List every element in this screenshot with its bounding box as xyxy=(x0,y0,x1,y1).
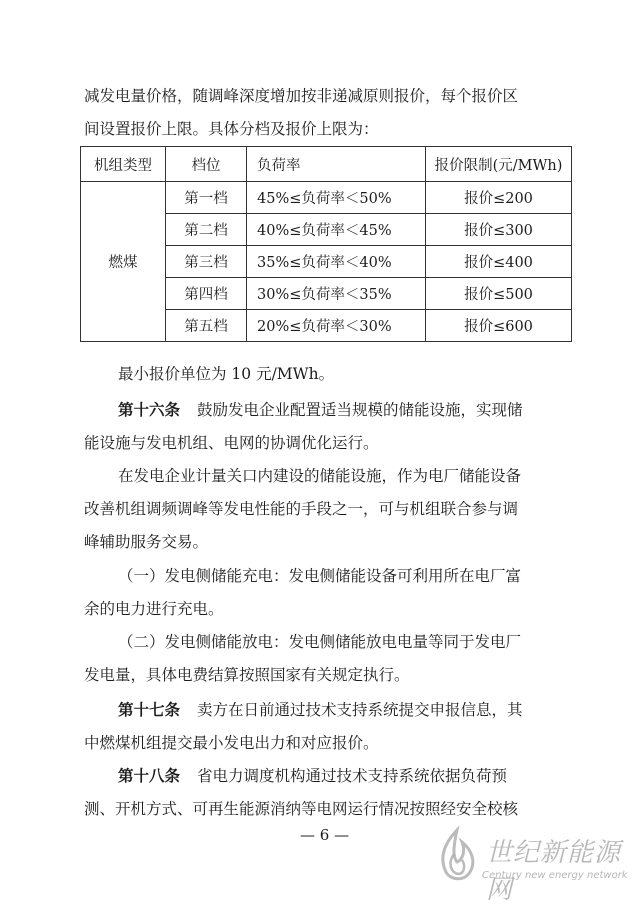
article-18-line-1 xyxy=(118,766,507,786)
load-rate-cell: 35%≤负荷率＜40% xyxy=(247,246,426,278)
unit-type-cell: 燃煤 xyxy=(81,182,166,342)
price-limit-cell: 报价≤500 xyxy=(426,278,572,310)
header-price-limit: 报价限制(元/MWh) xyxy=(426,147,572,182)
table-header-row xyxy=(81,147,572,182)
price-limit-cell: 报价≤400 xyxy=(426,246,572,278)
watermark-name: 世纪新能源网 xyxy=(486,838,622,905)
tier-cell: 第一档 xyxy=(166,182,247,214)
article-17-heading: 第十七条 xyxy=(118,701,181,719)
flame-icon xyxy=(432,826,482,886)
header-unit-type: 机组类型 xyxy=(81,147,166,182)
intro-line-1: 减发电量价格，随调峰深度增加按非递减原则报价，每个报价区 xyxy=(84,87,519,105)
watermark-logo xyxy=(432,826,632,905)
watermark-subtitle: Century new energy network xyxy=(482,870,628,881)
min-price-unit-note: 最小报价单位为 10 元/MWh。 xyxy=(118,365,335,383)
page-number: — 6 — xyxy=(300,826,350,844)
article-16-heading: 第十六条 xyxy=(118,401,181,419)
tier-cell: 第五档 xyxy=(166,310,247,342)
price-limit-cell: 报价≤300 xyxy=(426,214,572,246)
storage-para-line-3: 峰辅助服务交易。 xyxy=(84,533,209,551)
tier-cell: 第四档 xyxy=(166,278,247,310)
header-tier: 档位 xyxy=(166,147,247,182)
article-17-line-2: 中燃煤机组提交最小发电出力和对应报价。 xyxy=(84,734,379,752)
load-rate-cell: 45%≤负荷率＜50% xyxy=(247,182,426,214)
price-limit-table xyxy=(80,146,572,342)
tier-cell: 第二档 xyxy=(166,214,247,246)
tier-cell: 第三档 xyxy=(166,246,247,278)
article-16-text-1: 鼓励发电企业配置适当规模的储能设施，实现储 xyxy=(196,401,523,419)
item-2-line-1: （二）发电侧储能放电：发电侧储能放电电量等同于发电厂 xyxy=(118,633,522,651)
price-limit-cell: 报价≤200 xyxy=(426,182,572,214)
article-18-text-1: 省电力调度机构通过技术支持系统依据负荷预 xyxy=(196,767,507,785)
item-1-line-1: （一）发电侧储能充电：发电侧储能设备可利用所在电厂富 xyxy=(118,567,522,585)
intro-line-2: 间设置报价上限。具体分档及报价上限为： xyxy=(84,120,379,138)
load-rate-cell: 40%≤负荷率＜45% xyxy=(247,214,426,246)
article-18-line-2: 测、开机方式、可再生能源消纳等电网运行情况按照经安全校核 xyxy=(84,800,519,818)
item-2-line-2: 发电量，具体电费结算按照国家有关规定执行。 xyxy=(84,666,410,684)
storage-para-line-1: 在发电企业计量关口内建设的储能设施，作为电厂储能设备 xyxy=(118,467,522,485)
article-16-line-1 xyxy=(118,400,522,420)
table-row xyxy=(81,182,572,214)
article-18-heading: 第十八条 xyxy=(118,767,181,785)
price-limit-cell: 报价≤600 xyxy=(426,310,572,342)
storage-para-line-2: 改善机组调频调峰等发电性能的手段之一，可与机组联合参与调 xyxy=(84,500,519,518)
header-load-rate: 负荷率 xyxy=(247,147,426,182)
article-17-line-1 xyxy=(118,700,522,720)
load-rate-cell: 20%≤负荷率＜30% xyxy=(247,310,426,342)
load-rate-cell: 30%≤负荷率＜35% xyxy=(247,278,426,310)
article-17-text-1: 卖方在日前通过技术支持系统提交申报信息，其 xyxy=(196,701,523,719)
article-16-line-2: 能设施与发电机组、电网的协调优化运行。 xyxy=(84,434,379,452)
item-1-line-2: 余的电力进行充电。 xyxy=(84,600,224,618)
